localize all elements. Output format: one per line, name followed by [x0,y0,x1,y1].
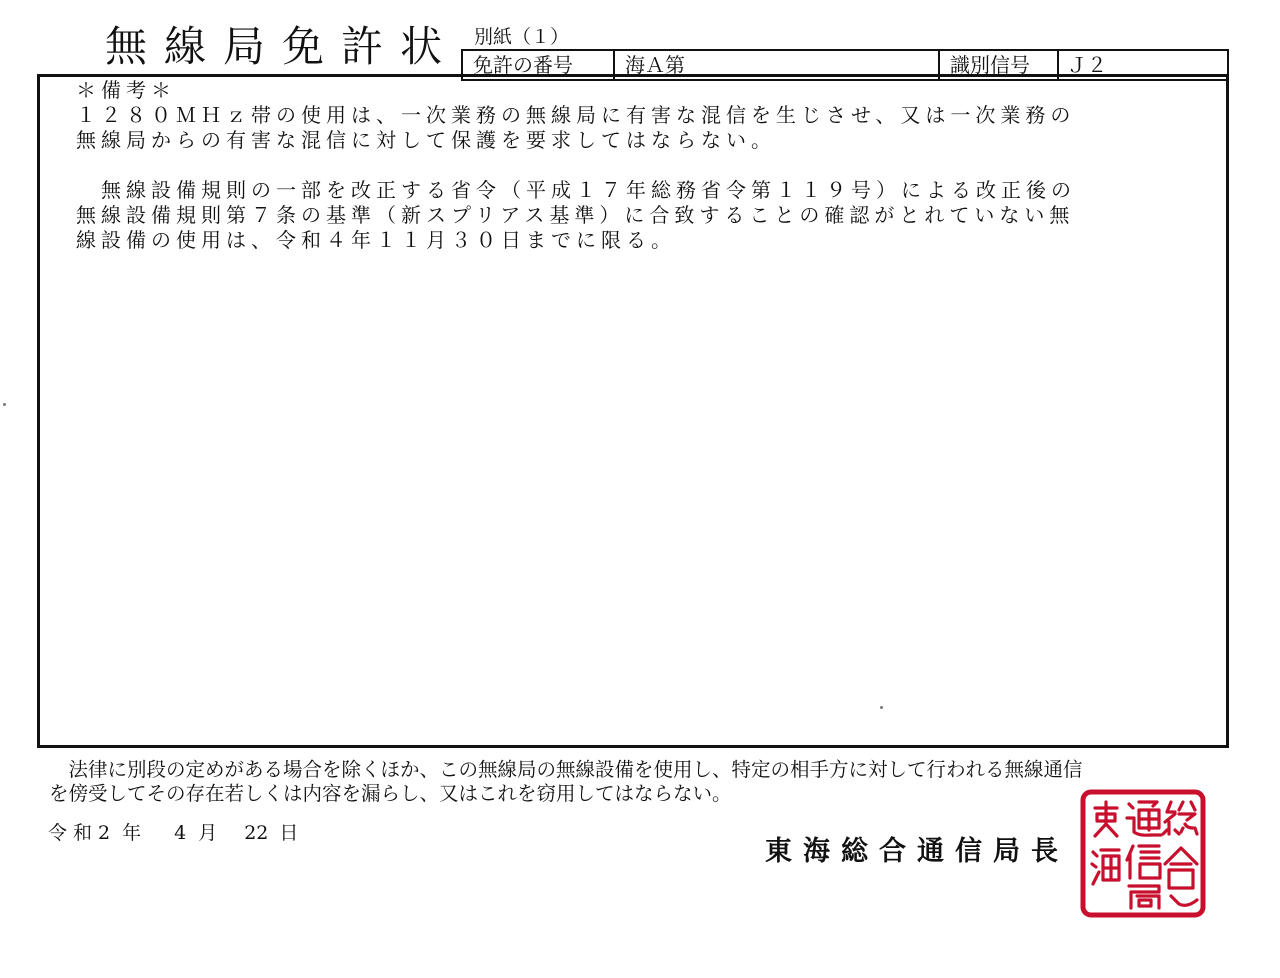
official-seal-icon [1079,788,1207,919]
license-number-value: 海Ａ第 [615,51,940,79]
attachment-label: 別紙（１） [474,26,570,48]
license-number-label: 免許の番号 [463,51,615,79]
scan-speck [880,706,883,709]
remarks-paragraph1-line2: 無線局からの有害な混信に対して保護を要求してはならない。 [76,128,776,152]
remarks-text [76,78,1076,253]
issue-date [48,821,298,845]
document-title: 無線局免許状 [105,22,460,71]
legal-notice-line1: 法律に別段の定めがある場合を除くほか、この無線局の無線設備を使用し、特定の相手方に対して行われる無線通信 [49,758,1083,781]
callsign-label: 識別信号 [940,51,1059,79]
date-month-unit: 月 [198,822,218,844]
issuer-name: 東海総合通信局長 [765,836,1069,867]
date-era: 令和 [48,822,99,844]
date-day-unit: 日 [279,822,299,844]
date-year-unit: 年 [122,822,142,844]
scan-speck [3,403,6,406]
legal-notice-line2: を傍受してその存在若しくは内容を漏らし、又はこれを窃用してはならない。 [49,782,732,805]
date-month: 4 [174,822,187,844]
date-day: 22 [244,822,269,844]
legal-notice [49,758,1083,806]
remarks-paragraph2-line3: 線設備の使用は、令和４年１１月３０日までに限る。 [76,228,676,252]
date-year: 2 [98,822,111,844]
remarks-paragraph2-line2: 無線設備規則第７条の基準（新スプリアス基準）に合致することの確認がとれていない無 [76,203,1075,227]
callsign-value: Ｊ２ [1067,53,1107,77]
remarks-heading: ＊備考＊ [76,78,176,102]
remarks-paragraph2-line1: 無線設備規則の一部を改正する省令（平成１７年総務省令第１１９号）による改正後の [76,178,1076,202]
remarks-paragraph1-line1: １２８０ＭＨｚ帯の使用は、一次業務の無線局に有害な混信を生じさせ、又は一次業務の [76,103,1076,127]
